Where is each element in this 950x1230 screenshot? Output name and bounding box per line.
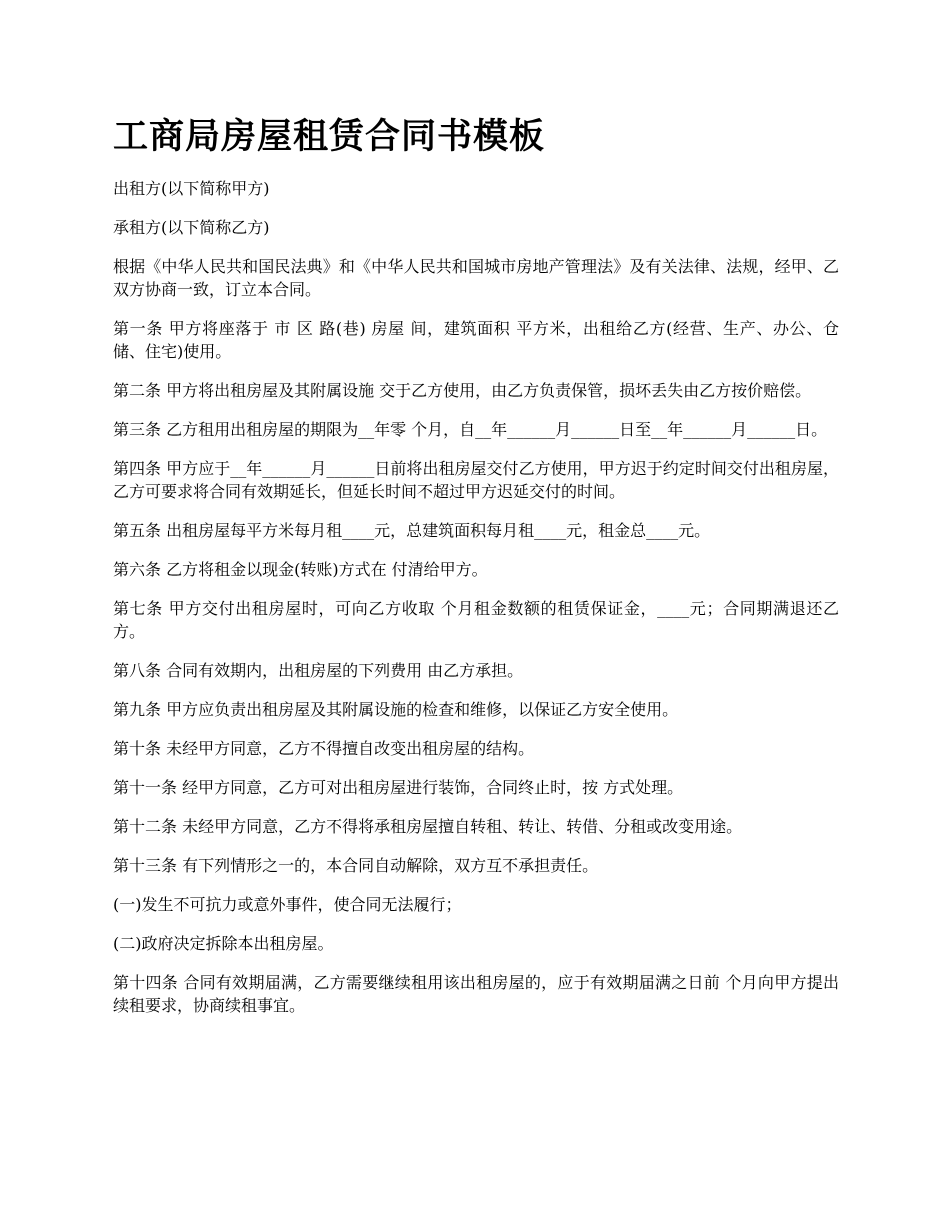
article-5: 第五条 出租房屋每平方米每月租____元，总建筑面积每月租____元，租金总____元。 <box>113 521 711 540</box>
article-13-item-1: (一)发生不可抗力或意外事件，使合同无法履行； <box>113 895 462 914</box>
article-4: 第四条 甲方应于__年______月______日前将出租房屋交付乙方使用，甲方迟于约定时间交付出租房屋，乙方可要求将合同有效期延长，但延长时间不超过甲方迟延交付的时间。 <box>113 459 839 501</box>
article-7: 第七条 甲方交付出租房屋时，可向乙方收取 个月租金数额的租赁保证金，____元；合同期满退还乙方。 <box>113 599 839 641</box>
article-11: 第十一条 经甲方同意，乙方可对出租房屋进行装饰，合同终止时，按 方式处理。 <box>113 778 684 797</box>
document-body <box>113 177 839 1033</box>
article-13: 第十三条 有下列情形之一的，本合同自动解除，双方互不承担责任。 <box>113 856 599 875</box>
intro-lessor: 出租方(以下简称甲方) <box>113 179 270 198</box>
article-14: 第十四条 合同有效期届满，乙方需要继续租用该出租房屋的，应于有效期届满之日前 个月向甲方提出续租要求，协商续租事宜。 <box>113 973 839 1015</box>
article-12: 第十二条 未经甲方同意，乙方不得将承租房屋擅自转租、转让、转借、分租或改变用途。 <box>113 817 743 836</box>
article-13-item-2: (二)政府决定拆除本出租房屋。 <box>113 934 334 953</box>
article-1: 第一条 甲方将座落于 市 区 路(巷) 房屋 间，建筑面积 平方米，出租给乙方(经营、生产、办公、仓储、住宅)使用。 <box>113 319 839 361</box>
article-2: 第二条 甲方将出租房屋及其附属设施 交于乙方使用，由乙方负责保管，损坏丢失由乙方按价赔偿。 <box>113 381 812 400</box>
article-8: 第八条 合同有效期内，出租房屋的下列费用 由乙方承担。 <box>113 661 524 680</box>
intro-lessee: 承租方(以下简称乙方) <box>113 218 270 237</box>
document-title: 工商局房屋租赁合同书模板 <box>113 116 546 157</box>
article-10: 第十条 未经甲方同意，乙方不得擅自改变出租房屋的结构。 <box>113 739 535 758</box>
article-6: 第六条 乙方将租金以现金(转账)方式在 付清给甲方。 <box>113 560 488 579</box>
article-3: 第三条 乙方租用出租房屋的期限为__年零 个月，自__年______月______日至__年______月______日。 <box>113 420 828 439</box>
article-9: 第九条 甲方应负责出租房屋及其附属设施的检查和维修，以保证乙方安全使用。 <box>113 700 679 719</box>
intro-basis: 根据《中华人民共和国民法典》和《中华人民共和国城市房地产管理法》及有关法律、法规，经甲、乙双方协商一致，订立本合同。 <box>113 257 839 299</box>
